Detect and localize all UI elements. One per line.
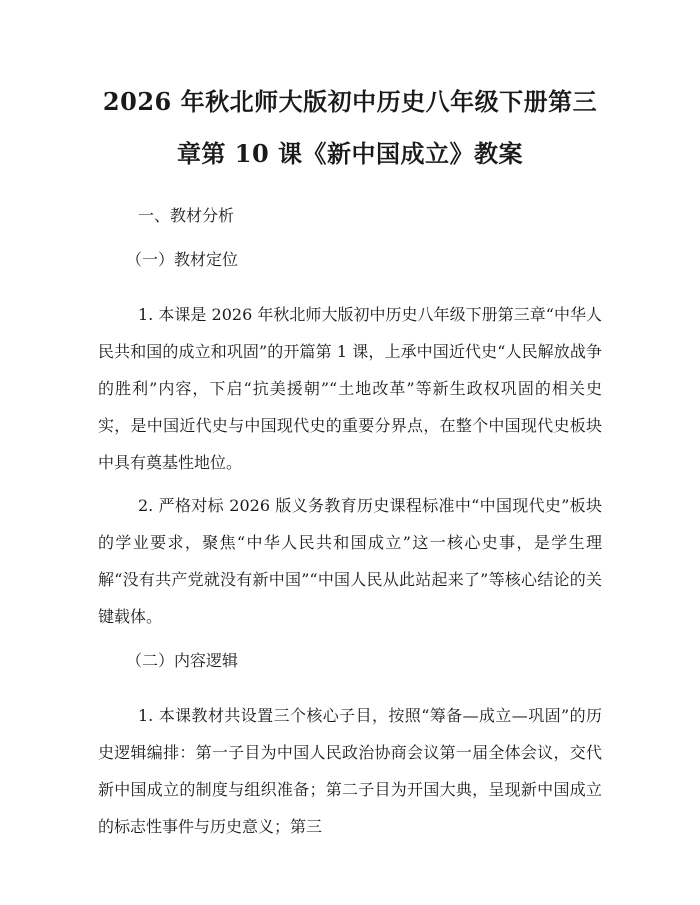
subsection-heading-positioning: （一）教材定位 — [126, 250, 239, 269]
paragraph-content-logic-1: 1. 本课教材共设置三个核心子目，按照“筹备—成立—巩固”的历史逻辑编排：第一子目为中国人民政治协商会议第一届全体会议，交代新中国成立的制度与组织准备；第二子目为开国大典，呈现新中国成立的标志性事件与历史意义；第三 — [98, 706, 602, 836]
paragraph-positioning-1: 1. 本课是 2026 年秋北师大版初中历史八年级下册第三章“中华人民共和国的成立和巩固”的开篇第 1 课，上承中国近代史“人民解放战争的胜利”内容，下启“抗美援朝”“土地改革”等新生政权巩固的相关史实，是中国近代史与中国现代史的重要分界点，在整个中国现代史板块中具有奠基性地位。 — [98, 305, 602, 472]
section-heading-textbook-analysis: 一、教材分析 — [138, 206, 235, 225]
paragraph-positioning-2: 2. 严格对标 2026 版义务教育历史课程标准中“中国现代史”板块的学业要求，聚焦“中华人民共和国成立”这一核心史事，是学生理解“没有共产党就没有新中国”“中国人民从此站起来了”等核心结论的关键载体。 — [98, 496, 602, 626]
document-title: 2026 年秋北师大版初中历史八年级下册第三章第 10 课《新中国成立》教案 — [102, 87, 598, 168]
subsection-heading-content-logic: （二）内容逻辑 — [126, 651, 239, 670]
